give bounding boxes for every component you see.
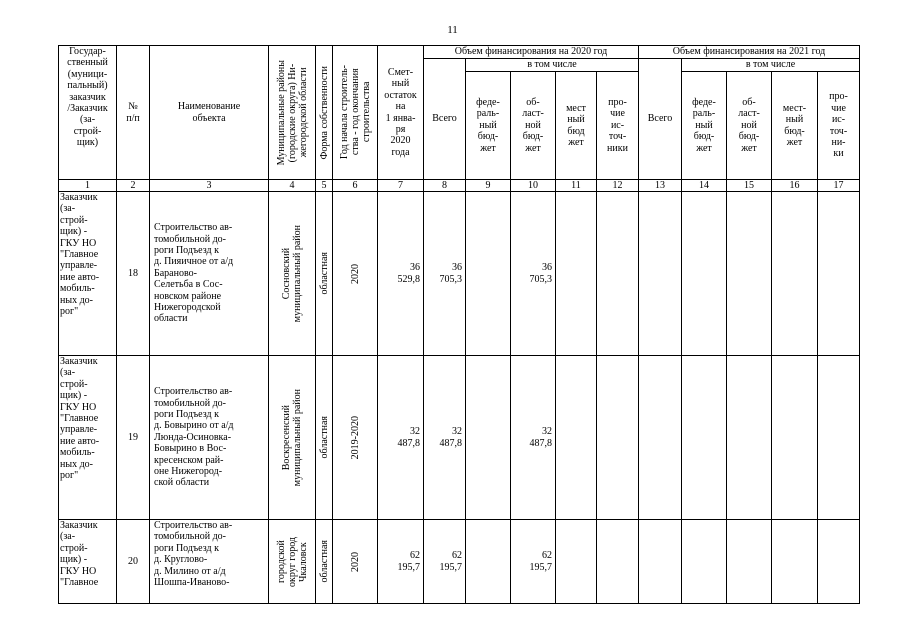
municipality-text: городской округ город Чкаловск: [275, 536, 309, 587]
header-customer: Государ- ственный (муници- пальный) заказчик /Заказчик (за- строй- щик): [59, 46, 117, 180]
years-text: 2020: [349, 263, 361, 284]
column-number: 16: [772, 180, 818, 192]
header-other-2021: про- чие ис- точ- ни- ки: [818, 72, 860, 180]
header-funding-2021: Объем финансирования на 2021 год: [639, 46, 860, 59]
total-2020-cell: 62 195,7: [424, 520, 466, 604]
investment-table: [58, 45, 860, 604]
header-including-2021: в том числе: [682, 59, 860, 72]
other-2020-cell: [597, 356, 639, 520]
column-number: 5: [316, 180, 333, 192]
local-2021-cell: [772, 192, 818, 356]
header-years-cell: [333, 46, 378, 180]
municipality-cell: [269, 520, 316, 604]
row-number-cell: 20: [117, 520, 150, 604]
column-number: 3: [150, 180, 269, 192]
total-2021-cell: [639, 356, 682, 520]
estimated-cell: 36 529,8: [378, 192, 424, 356]
estimated-cell: 32 487,8: [378, 356, 424, 520]
header-years: Год начала строитель- ства - год окончания строительства: [338, 65, 372, 160]
header-regional-2021: об- ласт- ной бюд- жет: [727, 72, 772, 180]
table-row: [59, 192, 860, 356]
header-local-2020: мест ный бюд жет: [556, 72, 597, 180]
regional-2020-cell: 32 487,8: [511, 356, 556, 520]
total-2021-cell: [639, 192, 682, 356]
municipality-cell: [269, 192, 316, 356]
column-number: 17: [818, 180, 860, 192]
regional-2021-cell: [727, 520, 772, 604]
federal-2020-cell: [466, 520, 511, 604]
municipality-text: Сосновский муниципальный район: [281, 224, 303, 323]
header-federal-2020: феде- раль- ный бюд- жет: [466, 72, 511, 180]
local-2020-cell: [556, 192, 597, 356]
table-row: [59, 356, 860, 520]
municipality-text: Воскресенский муниципальный район: [281, 388, 303, 487]
header-ownership-cell: [316, 46, 333, 180]
regional-2020-cell: 36 705,3: [511, 192, 556, 356]
years-cell: [333, 356, 378, 520]
header-total-2021: Всего: [639, 59, 682, 180]
column-number: 4: [269, 180, 316, 192]
federal-2020-cell: [466, 356, 511, 520]
page-number: 11: [447, 24, 458, 36]
local-2021-cell: [772, 356, 818, 520]
column-number: 6: [333, 180, 378, 192]
federal-2020-cell: [466, 192, 511, 356]
object-name-cell: Строительство ав- томобильной до- роги Подъезд к д. Бовырино от а/д Люнда-Осиновка- Бовырино в Вос- кресенском рай- оне Нижегород- ской области: [150, 356, 269, 520]
column-number: 2: [117, 180, 150, 192]
other-2021-cell: [818, 192, 860, 356]
regional-2020-cell: 62 195,7: [511, 520, 556, 604]
federal-2021-cell: [682, 356, 727, 520]
column-number: 12: [597, 180, 639, 192]
header-total-2020: Всего: [424, 59, 466, 180]
column-number: 8: [424, 180, 466, 192]
header-num: № п/п: [117, 46, 150, 180]
object-name-cell: Строительство ав- томобильной до- роги Подъезд к д. Круглово- д. Милино от а/д Шошпа-Иваново-: [150, 520, 269, 604]
ownership-cell: [316, 192, 333, 356]
years-cell: [333, 520, 378, 604]
other-2020-cell: [597, 192, 639, 356]
header-regional-2020: об- ласт- ной бюд- жет: [511, 72, 556, 180]
header-funding-2020: Объем финансирования на 2020 год: [424, 46, 639, 59]
column-number: 11: [556, 180, 597, 192]
object-name-cell: Строительство ав- томобильной до- роги Подъезд к д. Пияичное от а/д Бараново- Селетьба в Сос- новском районе Нижегородской области: [150, 192, 269, 356]
column-number: 1: [59, 180, 117, 192]
header-row-1: [59, 46, 860, 59]
header-local-2021: мест- ный бюд- жет: [772, 72, 818, 180]
row-number-cell: 19: [117, 356, 150, 520]
total-2020-cell: 36 705,3: [424, 192, 466, 356]
column-number: 13: [639, 180, 682, 192]
header-object-name: Наименование объекта: [150, 46, 269, 180]
customer-cell: Заказчик (за- строй- щик) - ГКУ НО "Главное управле- ние авто- мобиль- ных до- рог": [59, 192, 117, 356]
estimated-cell: 62 195,7: [378, 520, 424, 604]
header-municipality-cell: [269, 46, 316, 180]
customer-cell: Заказчик (за- строй- щик) - ГКУ НО "Главное: [59, 520, 117, 604]
ownership-text: областная: [318, 540, 330, 583]
years-text: 2020: [349, 551, 361, 572]
federal-2021-cell: [682, 520, 727, 604]
column-number: 9: [466, 180, 511, 192]
header-federal-2021: феде- раль- ный бюд- жет: [682, 72, 727, 180]
header-estimated: Смет- ный остаток на 1 янва- ря 2020 года: [378, 46, 424, 180]
header-including-2020: в том числе: [466, 59, 639, 72]
header-municipality: Муниципальные районы (городские округа) Ни- жегородской области: [275, 59, 309, 166]
other-2020-cell: [597, 520, 639, 604]
column-number: 14: [682, 180, 727, 192]
ownership-cell: [316, 520, 333, 604]
customer-cell: Заказчик (за- строй- щик) - ГКУ НО "Главное управле- ние авто- мобиль- ных до- рог": [59, 356, 117, 520]
header-ownership: Форма собственности: [318, 65, 330, 160]
ownership-cell: [316, 356, 333, 520]
local-2021-cell: [772, 520, 818, 604]
table-row: [59, 520, 860, 604]
header-other-2020: про- чие ис- точ- ники: [597, 72, 639, 180]
column-number: 15: [727, 180, 772, 192]
other-2021-cell: [818, 520, 860, 604]
column-number: 7: [378, 180, 424, 192]
regional-2021-cell: [727, 356, 772, 520]
total-2021-cell: [639, 520, 682, 604]
years-text: 2019-2020: [349, 415, 361, 460]
column-number: 10: [511, 180, 556, 192]
ownership-text: областная: [318, 252, 330, 295]
other-2021-cell: [818, 356, 860, 520]
column-number-row: [59, 180, 860, 192]
federal-2021-cell: [682, 192, 727, 356]
regional-2021-cell: [727, 192, 772, 356]
local-2020-cell: [556, 356, 597, 520]
ownership-text: областная: [318, 416, 330, 459]
total-2020-cell: 32 487,8: [424, 356, 466, 520]
years-cell: [333, 192, 378, 356]
row-number-cell: 18: [117, 192, 150, 356]
local-2020-cell: [556, 520, 597, 604]
municipality-cell: [269, 356, 316, 520]
